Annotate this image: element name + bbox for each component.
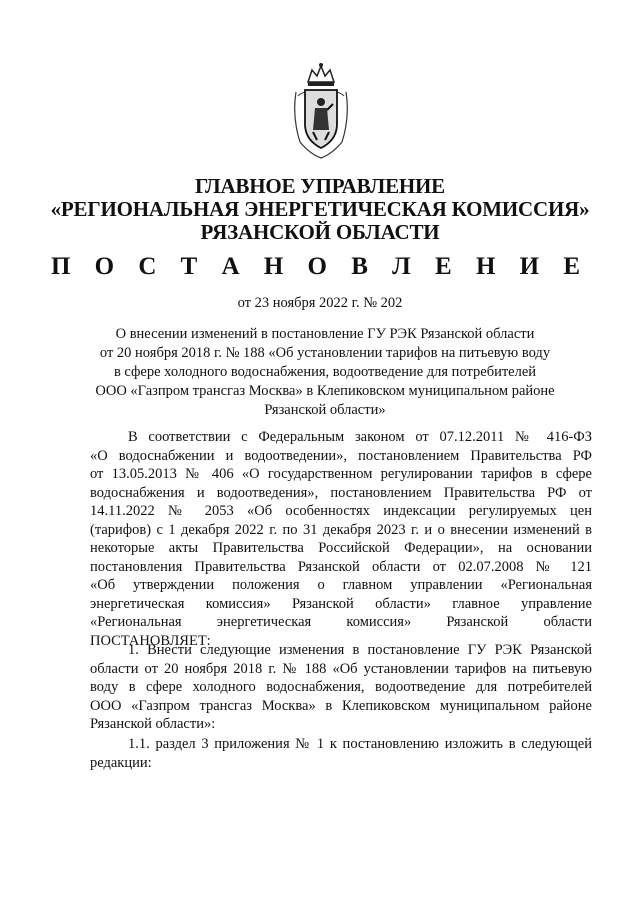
preamble-line: постановления Правительства Рязанской области от 02.07.2008 № 121 [90,558,592,575]
subject-line: в сфере холодного водоснабжения, водоотведение для потребителей [113,364,537,380]
preamble-line: энергетическая комиссия» Рязанской области» главное управление [90,595,592,612]
preamble-line: от 13.05.2013 № 406 «О государственном регулировании тарифов в сфере [90,466,592,482]
preamble-line: (тарифов) с 1 декабря 2022 г. по 31 декабря 2023 г. и о внесении изменений в [90,521,592,538]
preamble-line: водоснабжения и водоотведения», постановлением Правительства РФ от [90,484,592,501]
item-1-1-paragraph [90,735,592,772]
agency-name-line-3: РЯЗАНСКОЙ ОБЛАСТИ [200,220,440,244]
item-1-1-line: редакции: [90,754,152,771]
preamble-line: некоторые акты Правительства Российской Федерации», на основании [90,540,592,556]
item-1-line: области от 20 ноября 2018 г. № 188 «Об установлении тарифов на питьевую [90,660,592,677]
preamble-line: 14.11.2022 № 2053 «Об особенностях индексации регулируемых цен [90,503,592,519]
preamble-paragraph [90,428,592,650]
item-1-line: воду в сфере холодного водоснабжения, водоотведение для потребителей [90,679,592,695]
item-1-paragraph [90,641,592,734]
decree-keyword: ПОСТАНОВЛЯЕТ: [90,632,211,649]
preamble-line: «Об утверждении положения о главном управлении «Региональная [90,577,592,593]
item-1-line: 1. Внести следующие изменения в постановление ГУ РЭК Рязанской [128,642,592,658]
subject-line: от 20 ноября 2018 г. № 188 «Об установлении тарифов на питьевую воду [99,345,551,361]
item-1-line: Рязанской области»: [90,716,216,732]
item-1-line: ООО «Газпром трансгаз Москва» в Клепиковском муниципальном районе [90,697,592,714]
agency-name-line-2: «РЕГИОНАЛЬНАЯ ЭНЕРГЕТИЧЕСКАЯ КОМИССИЯ» [50,197,590,221]
preamble-line: «Региональная энергетическая комиссия» Рязанской области [90,614,592,630]
preamble-line: «О водоснабжении и водоотведении», постановлением Правительства РФ [90,447,592,464]
document-title: П О С Т А Н О В Л Е Н И Е [50,253,590,280]
subject-line: ООО «Газпром трансгаз Москва» в Клепиковском муниципальном районе [95,383,555,399]
preamble-line: В соответствии с Федеральным законом от 07.12.2011 № 416-ФЗ [128,429,592,445]
coat-of-arms-icon [288,62,354,160]
agency-name-line-1: ГЛАВНОЕ УПРАВЛЕНИЕ [195,174,445,198]
document-subject [90,325,560,420]
subject-line: Рязанской области» [264,402,386,418]
subject-line: О внесении изменений в постановление ГУ РЭК Рязанской области [115,326,535,342]
document-date-number: от 23 ноября 2022 г. № 202 [237,295,403,311]
item-1-1-line: 1.1. раздел 3 приложения № 1 к постановлению изложить в следующей [128,736,592,752]
